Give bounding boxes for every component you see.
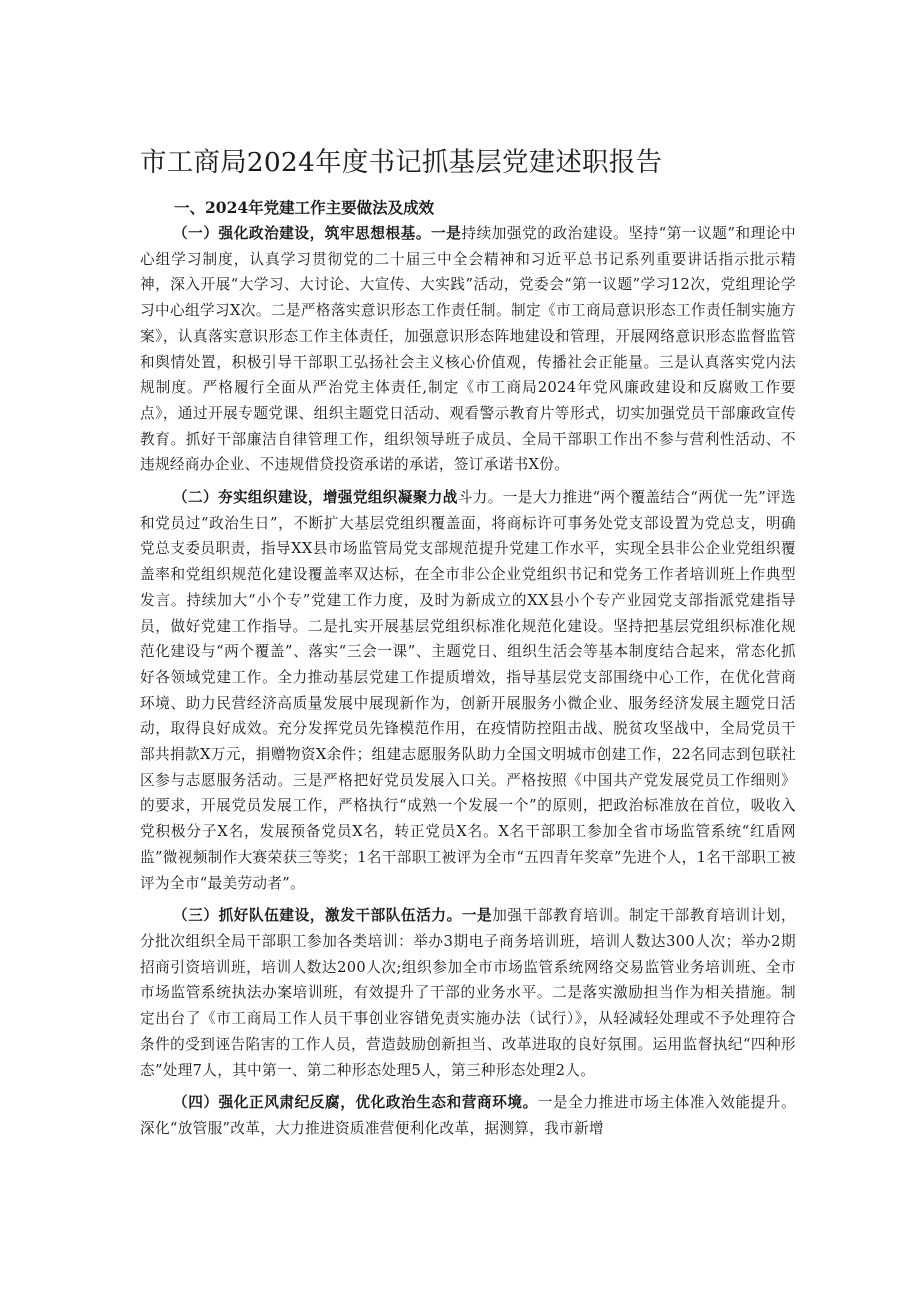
paragraph-anti-corruption — [140, 1090, 796, 1141]
section-heading: 一、2024年党建工作主要做法及成效 — [174, 198, 435, 217]
paragraph-body: 斗力。一是大力推进“两个覆盖结合“两优一先”评选和党员过“政治生日”，不断扩大基层党组织覆盖面，将商标许可事务处党支部设置为党总支，明确党总支委员职责，指导XX县市场监管局党支部规范提升党建工作水平，实现全县非公企业党组织覆盖率和党组织规范化建设覆盖率双达标，在全市非公企业党组织书记和党务工作者培训班上作典型发言。持续加大“小个专”党建工作力度，及时为新成立的XX县小个专产业园党支部指派党建指导员，做好党建工作指导。二是扎实开展基层党组织标准化规范化建设。坚持把基层党组织标准化规范化建设与“两个覆盖”、落实“三会一课”、主题党日、组织生活会等基本制度结合起来，常态化抓好各领域党建工作。全力推动基层党建工作提质增效，指导基层党支部围绕中心工作，在优化营商环境、助力民营经济高质量发展中展现新作为，创新开展服务小微企业、服务经济发展主题党日活动，取得良好成效。充分发挥党员先锋模范作用，在疫情防控阻击战、脱贫攻坚战中，全局党员干部共捐款X万元，捐赠物资X余件；组建志愿服务队助力全国文明城市创建工作，22名同志到包联社区参与志愿服务活动。三是严格把好党员发展入口关。严格按照《中国共产党发展党员工作细则》的要求，开展党员发展工作，严格执行“成熟一个发展一个”的原则，把政治标准放在首位，吸收入党积极分子X名，发展预备党员X名，转正党员X名。X名干部职工参加全省市场监管系统“红盾网监”微视频制作大赛荣获三等奖；1名干部职工被评为全市“五四青年奖章”先进个人，1名干部职工被评为全市“最美劳动者”。 — [140, 489, 796, 892]
paragraph-lead: （三）抓好队伍建设，激发干部队伍活力。一是 — [173, 907, 493, 925]
paragraph-lead: （四）强化正风肃纪反腐，优化政治生态和营商环境。 — [173, 1094, 538, 1112]
document-title: 市工商局2024年度书记抓基层党建述职报告 — [140, 147, 663, 178]
document-page — [140, 145, 796, 1142]
paragraph-political-building — [140, 221, 796, 478]
paragraph-body: 加强干部教育培训。制定干部教育培训计划，分批次组织全局干部职工参加各类培训：举办3期电子商务培训班，培训人数达300人次；举办2期招商引资培训班，培训人数达200人次;组织参加全市市场监管系统网络交易监管业务培训班、全市市场监管系统执法办案培训班，有效提升了干部的业务水平。二是落实激励担当作为相关措施。制定出台了《市工商局工作人员干事创业容错免责实施办法（试行）》，从轻减轻处理或不予处理符合条件的受到诬告陷害的工作人员，营造鼓励创新担当、改革进取的良好氛围。运用监督执纪“四种形态”处理7人，其中第一、第二种形态处理5人，第三种形态处理2人。 — [140, 907, 796, 1079]
paragraph-body: 持续加强党的政治建设。坚持“第一议题”和理论中心组学习制度，认真学习贯彻党的二十届三中全会精神和习近平总书记系列重要讲话指示批示精神，深入开展“大学习、大讨论、大宣传、大实践”活动，党委会“第一议题”学习12次，党组理论学习中心组学习X次。二是严格落实意识形态工作责任制。制定《市工商局意识形态工作责任制实施方案》，认真落实意识形态工作主体责任，加强意识形态阵地建设和管理，开展网络意识形态监督监管和舆情处置，积极引导干部职工弘扬社会主义核心价值观，传播社会正能量。三是认真落实党内法规制度。严格履行全面从严治党主体责任,制定《市工商局2024年党风廉政建设和反腐败工作要点》，通过开展专题党课、组织主题党日活动、观看警示教育片等形式，切实加强党员干部廉政宣传教育。抓好干部廉洁自律管理工作，组织领导班子成员、全局干部职工作出不参与营利性活动、不违规经商办企业、不违规借贷投资承诺的承诺，签订承诺书X份。 — [140, 225, 796, 474]
paragraph-lead: （一）强化政治建设，筑牢思想根基。一是 — [173, 225, 462, 242]
paragraph-organization-building — [140, 485, 796, 896]
paragraph-lead: （二）夯实组织建设，增强党组织凝聚力战 — [173, 489, 458, 507]
paragraph-team-building — [140, 903, 796, 1083]
paragraph-body: 一是全力推进市场主体准入效能提升。深化“放管服”改革，大力推进资质准营便利化改革，据测算，我市新增 — [140, 1094, 797, 1137]
